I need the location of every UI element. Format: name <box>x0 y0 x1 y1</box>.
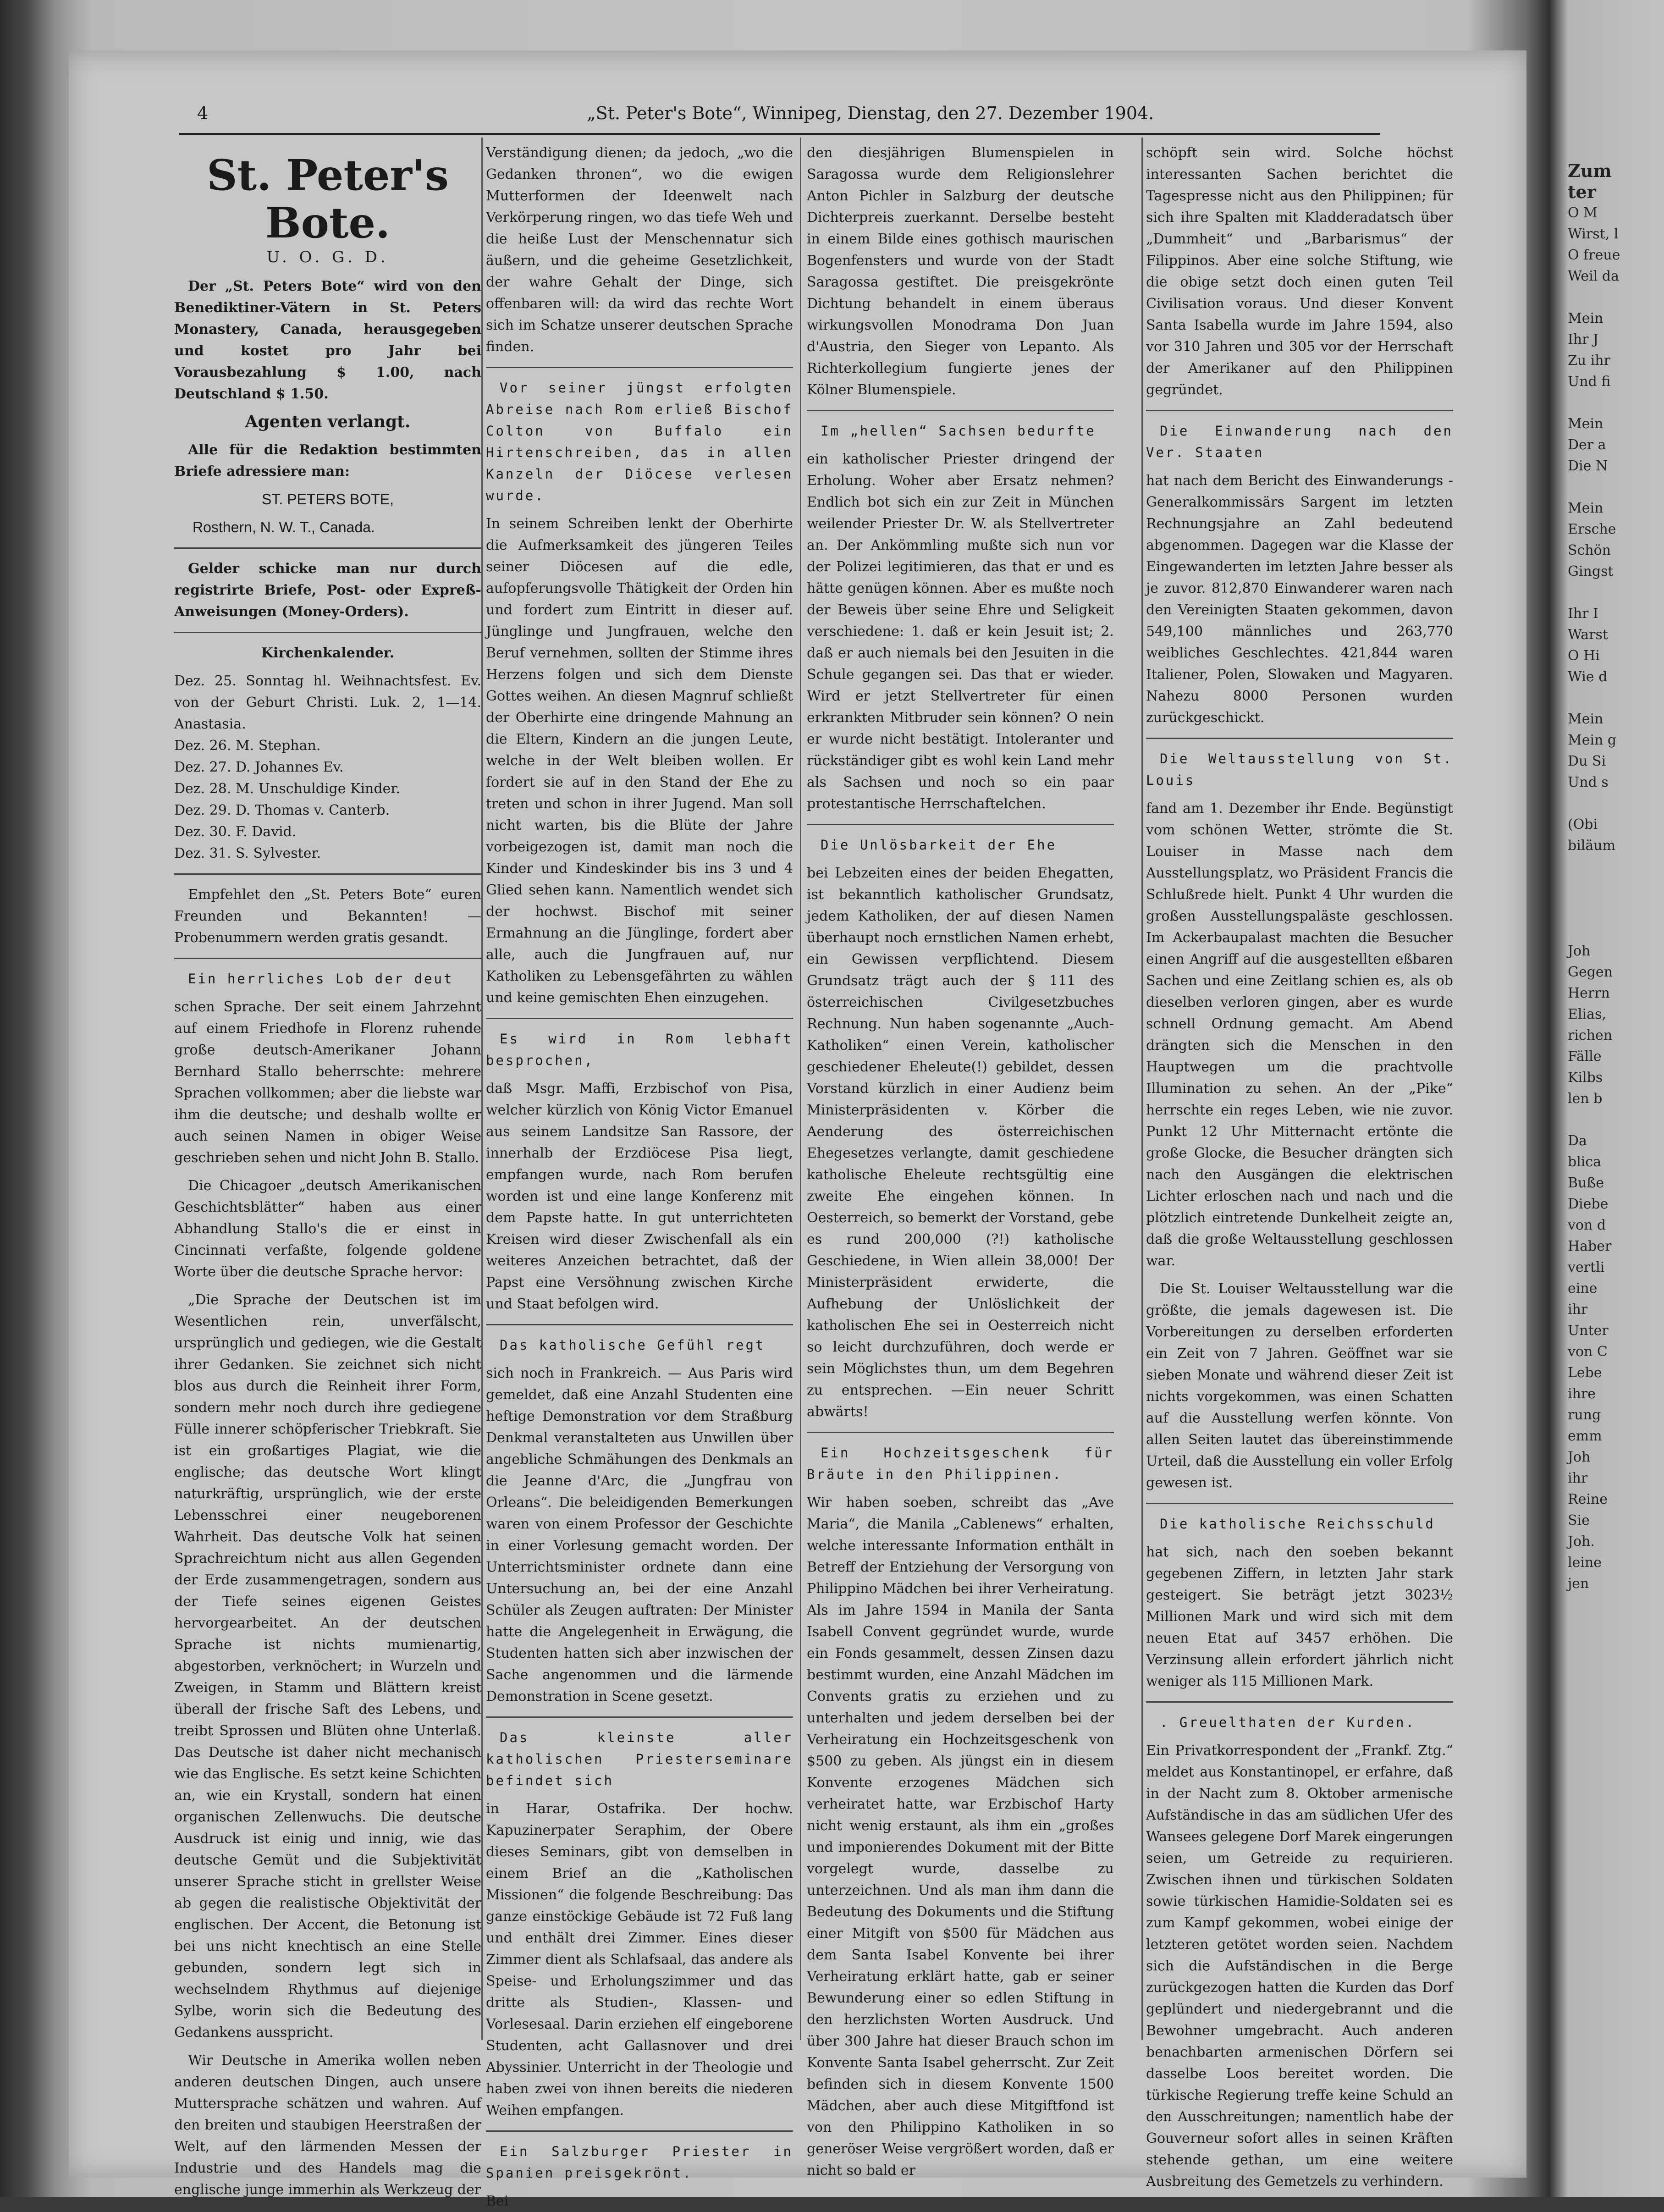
article-text: Bei <box>486 2193 509 2209</box>
article-heading: . Greuelthaten der Kurden. <box>1160 1715 1416 1730</box>
separator <box>174 958 481 959</box>
article-text: daß Msgr. Maffi, Erzbischof von Pisa, welcher kürzlich von König Victor Emanuel aus seinem Landsitze San Rassore, der innerhalb der Erzdiöcese Pisa liegt, empfangen wurde, nach Rom berufen worden ist und eine lange Konferenz mit dem Papste hatte. In gut unterrichteten Kreisen wird dieser Zwischenfall als ein weiteres Anzeichen betrachtet, daß der Papst eine Versöhnung zwischen Kirche und Staat befolgen wird. <box>486 1081 793 1312</box>
facing-line: rung <box>1568 1407 1601 1423</box>
facing-page-fragment <box>1568 115 1664 2132</box>
facing-line <box>1568 856 1664 877</box>
calendar-entry: Dez. 29. D. Thomas v. Canterb. <box>174 802 390 818</box>
facing-line: von d <box>1568 1217 1606 1233</box>
facing-line <box>1568 477 1664 498</box>
facing-line: ihr <box>1568 1470 1588 1486</box>
facing-line: (Obi <box>1568 816 1598 833</box>
facing-line <box>1568 392 1664 414</box>
facing-line: Mein <box>1568 500 1603 516</box>
article-heading: Vor seiner jüngst erfolgten Abreise nach Rom erließ Bischof Colton von Buffalo ein Hirtenschreiben, das in allen Kanzeln der Diöcese verlesen wurde. <box>486 380 793 503</box>
article-text: hat nach dem Bericht des Einwanderungs - Generalkommissärs Sargent im letzten Rechnungsjahre an Zahl bedeutend abgenommen. Dagegen war die Klasse der Eingewanderten im letzten Jahre besser als je zuvor. 812,870 Einwanderer waren nach den Vereinigten Staaten gekommen, davon 549,100 männliches und 263,770 weibliches Geschlechtes. 421,844 waren Italiener, Polen, Slowaken und Magyaren. Nahezu 8000 Personen wurden zurückgeschickt. <box>1146 473 1453 726</box>
facing-line: Du Si <box>1568 753 1606 769</box>
column-3 <box>807 142 1114 2179</box>
facing-line: Wirst, l <box>1568 226 1619 242</box>
calendar-entry: Dez. 30. F. David. <box>174 824 297 840</box>
facing-line: Unter <box>1568 1323 1609 1339</box>
article-heading: Das kleinste aller katholischen Priesterseminare befindet sich <box>486 1730 793 1788</box>
facing-line: len b <box>1568 1091 1603 1107</box>
article-heading: Das katholische Gefühl regt <box>500 1337 766 1353</box>
intro-text: Der „St. Peters Bote“ wird von den Benediktiner-Vätern in St. Peters Monastery, Canada, herausgegeben und kostet pro Jahr bei Vorausbezahlung $ 1.00, nach Deutschland $ 1.50. <box>174 278 481 402</box>
page-header <box>124 99 1398 131</box>
facing-line: Ihr I <box>1568 606 1598 622</box>
separator <box>1146 1701 1453 1703</box>
facing-line: Und s <box>1568 774 1609 790</box>
facing-line: Diebe <box>1568 1196 1609 1212</box>
article-text: Wir Deutsche in Amerika wollen neben anderen deutschen Dingen, auch unsere Muttersprache schätzen und wahren. Auf den breiten und staubigen Heerstraßen der Welt, auf den lärmenden Messen der Industrie und des Handels mag die englische junge immerhin als Werkzeug der <box>174 2052 481 2198</box>
article-text: In seinem Schreiben lenkt der Oberhirte die Aufmerksamkeit des jüngeren Teiles seiner Diöcesen auf die edle, aufopferungsvolle Thätigkeit der Orden hin und fordert zum Eintritt in dieser auf. Jünglinge und Jungfrauen, welche den Beruf vernehmen, sollten der Stimme ihres Herzens folgen und sich dem Dienste Gottes weihen. An diesen Magnruf schließt der Oberhirte eine dringende Mahnung an die Eltern, Kindern an die jungen Leute, welche in der Welt bleiben wollen. Er fordert sie auf in den Stand der Ehe zu treten und schon in ihrer Jugend. Man soll nicht warten, bis die Blüte der Jahre vorbeigezogen ist, damit man noch die Kinder und Kindeskinder bis ins 3 und 4 Glied sehen kann. Namentlich wendet sich der hochwst. Bischof mit seiner Ermahnung an die Jünglinge, fordert aber alle, auch die Jungfrauen auf, nur Katholiken zu Lebensgefährten zu wählen und keine gemischten Ehen einzugehen. <box>486 516 793 1006</box>
facing-heading: Zum <box>1568 160 1612 181</box>
facing-line: Mein g <box>1568 732 1617 748</box>
facing-line <box>1568 793 1664 814</box>
column-2 <box>486 142 793 2209</box>
calendar-entry: Dez. 26. M. Stephan. <box>174 738 321 754</box>
separator <box>486 367 793 368</box>
article-heading: Es wird in Rom lebhaft besprochen, <box>486 1031 793 1068</box>
facing-line: Mein <box>1568 310 1603 326</box>
header-rule <box>179 133 1380 135</box>
facing-line <box>1568 920 1664 941</box>
article-heading: Die katholische Reichsschuld <box>1160 1516 1435 1532</box>
address-line-1: ST. PETERS BOTE, <box>261 491 394 507</box>
separator <box>174 632 481 633</box>
masthead: St. Peter's Bote. <box>207 150 449 248</box>
calendar-entry: Dez. 25. Sonntag hl. Weihnachtsfest. Ev. von der Geburt Christi. Luk. 2, 1—14. Anastasia. <box>174 673 481 732</box>
article-text: sich noch in Frankreich. — Aus Paris wird gemeldet, daß eine Anzahl Studenten eine heftige Demonstration vor dem Straßburg Denkmal veranstalteten aus Unwillen über angebliche Schmähungen des Denkmals an die Jeanne d'Arc, die „Jungfrau von Orleans“. Die beleidigenden Bemerkungen waren von einem Professor der Geschichte in einer Vorlesung gemacht worden. Der Unterrichtsminister ordnete dann eine Untersuchung an, bei der eine Anzahl Schüler als Zeugen auftraten: Der Minister hatte die Angelegenheit in Erwägung, die Studenten hatten sich aber inzwischen der Sache angenommen und die lärmende Demonstration in Scene gesetzt. <box>486 1365 793 1705</box>
facing-line <box>1568 899 1664 920</box>
facing-line: vertli <box>1568 1259 1605 1275</box>
facing-line: Joh <box>1568 943 1591 959</box>
column-divider <box>1141 138 1143 2040</box>
article-text: bei Lebzeiten eines der beiden Ehegatten, ist bekanntlich katholischer Grundsatz, jedem Katholiken, der auf diesen Namen überhaupt noch ernstlichen Namen erhebt, ein Gewissen verpflichtend. Diesem Grundsatz trägt auch der § 111 des österreichischen Civilgesetzbuches Rechnung. Nun haben sogenannte „Auch-Katholiken“ einen Verein, katholischer geschiedener Eheleute(!) gebildet, dessen Vorstand kürzlich in einer Audienz beim Ministerpräsidenten v. Körber die Aenderung des österreichischen Ehegesetzes verlangte, damit geschiedene katholische Eheleute rechtsgültig eine zweite Ehe eingehen können. In Oesterreich, so bemerkt der Vorstand, gebe es rund 200,000 (?!) katholische Geschiedene, in Wien allein 38,000! Der Ministerpräsident erwiderte, die Aufhebung der Unlöslichkeit der katholischen Ehe sei in Oesterreich nicht so leicht durchzuführen, doch werde er sein Möglichstes thun, um dem Begehren zu entsprechen. —Ein neuer Schritt abwärts! <box>807 865 1114 1420</box>
article-text: schen Sprache. Der seit einem Jahrzehnt auf einem Friedhofe in Florenz ruhende große deutsch-Amerikaner Johann Bernhard Stallo beherrschte: mehrere Sprachen vollkommen; aber die liebste war ihm die deutsche; und deshalb wollte er auch seinen Namen in obiger Weise geschrieben sehen und nicht John B. Stallo. <box>174 999 481 1166</box>
facing-line: Gegen <box>1568 964 1613 980</box>
separator <box>174 547 481 549</box>
article-heading: Ein Hochzeitsgeschenk für Bräute in den Philippinen. <box>807 1445 1114 1482</box>
separator <box>486 1716 793 1718</box>
facing-line: Reine <box>1568 1491 1608 1507</box>
facing-line <box>1568 688 1664 709</box>
facing-line: Ersche <box>1568 521 1616 537</box>
separator <box>807 1432 1114 1433</box>
article-text: Verständigung dienen; da jedoch, „wo die Gedanken thronen“, wo die ewigen Mutterformen der Ideenwelt nach Verkörperung ringen, wo das tiefe Weh und die heiße Lust der Menschennatur sich äußern, und die geheime Gesetzlichkeit, der wahre Gehalt der Dinge, sich offenbaren will: da wird das rechte Wort sich im Schatze unserer deutschen Sprache finden. <box>486 145 793 355</box>
calendar-entry: Dez. 27. D. Johannes Ev. <box>174 759 344 775</box>
article-heading: Ein Salzburger Priester in Spanien preisgekrönt. <box>486 2144 793 2181</box>
article-heading: Die Unlösbarkeit der Ehe <box>821 837 1057 853</box>
facing-line: O freue <box>1568 247 1620 263</box>
article-text: „Die Sprache der Deutschen ist im Wesentlichen rein, unverfälscht, ursprünglich und gediegen, wie die Gestalt ihrer Gedanken. Sie zeichnet sich nicht blos aus durch die Reinheit ihrer Form, sondern mehr noch durch ihre gediegene Fülle innerer schöpferischer Triebkraft. Sie ist ein großartiges Plagiat, wie die englische; das deutsche Wort klingt naturkräftig, ursprünglich, wie der erste Lebensschrei einer neugeborenen Wahrheit. Das deutsche Volk hat seinen Sprachreichtum nicht aus allen Gegenden der Erde zusammengetragen, sondern aus der Tiefe seines eigenen Geistes hervorgearbeitet. An der deutschen Sprache ist nichts mumienartig, abgestorben, verknöchert; in Wurzeln und Zweigen, in Stamm und Blättern kreist überall der frische Saft des Lebens, und treibt Sprossen und Blüten ohne Unterlaß. Das Deutsche ist daher nicht mechanisch wie das Englische. Es setzt keine Schichten an, wie ein Krystall, sondern hat einen organischen Zellenwuchs. Die deutsche Ausdruck ist einig und innig, wie das deutsche Gemüt und die Subjektivität unserer Sprache sticht in grellster Weise ab gegen die realistische Objektivität der englischen. Der Accent, die Betonung ist bei uns nicht knechtisch an eine Stelle gebunden, sondern legt sich in wechselndem Rhythmus auf diejenige Sylbe, worin sich die Bedeutung des Gedankens ausspricht. <box>174 1292 481 2041</box>
article-heading: Die Weltausstellung von St. Louis <box>1146 751 1453 788</box>
column-divider <box>481 138 483 2040</box>
header-title: „St. Peter's Bote“, Winnipeg, Dienstag, den 27. Dezember 1904. <box>587 103 1154 123</box>
facing-line <box>1568 287 1664 308</box>
agents-wanted: Agenten verlangt. <box>245 412 411 431</box>
separator <box>486 1018 793 1019</box>
facing-line: Ihr J <box>1568 331 1599 348</box>
facing-line: Schön <box>1568 542 1611 558</box>
facing-line <box>1568 877 1664 899</box>
page-number: 4 <box>197 103 209 123</box>
calendar-entry: Dez. 31. S. Sylvester. <box>174 845 321 861</box>
separator <box>174 873 481 875</box>
letters-text: Alle für die Redaktion bestimmten Briefe adressiere man: <box>174 442 481 480</box>
facing-line: Der a <box>1568 437 1606 453</box>
facing-line: Wie d <box>1568 669 1608 685</box>
address-line-2: Rosthern, N. W. T., Canada. <box>193 519 375 535</box>
facing-line: Da <box>1568 1133 1587 1149</box>
separator <box>807 410 1114 411</box>
facing-line: Joh <box>1568 1449 1591 1465</box>
facing-line: jen <box>1568 1576 1589 1592</box>
facing-line: O M <box>1568 205 1598 221</box>
masthead-sub: U. O. G. D. <box>266 248 389 266</box>
facing-line: Sie <box>1568 1512 1590 1528</box>
facing-line: Haber <box>1568 1238 1612 1254</box>
separator <box>1146 738 1453 739</box>
article-text: fand am 1. Dezember ihr Ende. Begünstigt vom schönen Wetter, strömte die St. Louiser in Masse nach dem Ausstellungsplatz, wo Präsident Francis die Schlußrede hielt. Punkt 4 Uhr wurden die großen Ausstellungspaläste geschlossen. Im Ackerbaupalast machten die Besucher einen Angriff auf die ausgestellten eßbaren Sachen und eine Zeitlang schien es, als ob dieselben verloren gingen, aber es wurde schnell Ordnung gemacht. Am Abend drängten sich die Menschen in den Hauptwegen um die prachtvolle Illumination zu sehen. An der „Pike“ herrschte ein reges Leben, wie nie zuvor. Punkt 12 Uhr Mitternacht ertönte die große Glocke, die Besucher drängten sich nach den Ausgängen die elektrischen Lichter erloschen nach und nach und die plötzlich eintretende Dunkelheit zeigte an, daß die große Weltausstellung geschlossen war. <box>1146 800 1453 1269</box>
money-text: Gelder schicke man nur durch registrirte Briefe, Post- oder Expreß-Anweisungen (Money-Orders). <box>174 561 481 620</box>
calendar-entry: Dez. 28. M. Unschuldige Kinder. <box>174 781 400 797</box>
article-text: schöpft sein wird. Solche höchst interessanten Sachen berichtet die Tagespresse nicht aus den Philippinen; für sich ihre Spalten mit Kladderadatsch über „Dummheit“ und „Barbarismus“ der Filippinos. Aber eine solche Stiftung, wie die obige setzt doch einen guten Teil Civilisation voraus. Und dieser Konvent Santa Isabella wurde im Jahre 1594, also vor 310 Jahren und 305 vor der Herrschaft der Amerikaner auf den Philippinen gegründet. <box>1146 145 1453 398</box>
facing-line: richen <box>1568 1027 1613 1043</box>
facing-lines <box>1568 203 1664 1594</box>
facing-line: Fälle <box>1568 1048 1602 1065</box>
separator <box>486 1324 793 1325</box>
article-text: hat sich, nach den soeben bekannt gegebenen Ziffern, in letzten Jahr stark gesteigert. Sie beträgt jetzt 3023½ Millionen Mark und wird sich mit dem neuen Etat auf 3457 erhöhen. Die Verzinsung allein erfordert jährlich nicht weniger als 115 Millionen Mark. <box>1146 1544 1453 1689</box>
article-text: Die St. Louiser Weltausstellung war die größte, die jemals dagewesen ist. Die Vorbereitungen zu derselben erforderten ein Zeit von 7 Jahren. Geöffnet war sie sieben Monate und während dieser Zeit ist nichts vorgekommen, was einen Schatten auf die Ausstellung werfen könnte. Von allen Seiten lautet das übereinstimmende Urteil, daß die Ausstellung ein voller Erfolg gewesen ist. <box>1146 1281 1453 1491</box>
column-1 <box>174 142 481 2198</box>
facing-line: Die N <box>1568 458 1608 474</box>
separator <box>1146 410 1453 411</box>
facing-line: Warst <box>1568 627 1608 643</box>
article-heading: Ein herrliches Lob der deut <box>188 971 454 987</box>
facing-line: von C <box>1568 1344 1608 1360</box>
article-text: in Harar, Ostafrika. Der hochw. Kapuzinerpater Seraphim, der Obere dieses Seminars, gibt von demselben in einem Brief an die „Katholischen Missionen“ die folgende Beschreibung: Das ganze einstöckige Gebäude ist 72 Fuß lang und enthält drei Zimmer. Eines dieser Zimmer dient als Schlafsaal, das andere als Speise- und Erholungszimmer und das dritte als Studien-, Klassen- und Vorlesesaal. Darin erziehen elf eingeborene Studenten, acht Gallasnover und drei Abyssinier. Unterricht in der Theologie und haben zwei von ihnen bereits die niederen Weihen empfangen. <box>486 1801 793 2118</box>
column-divider <box>800 138 801 2040</box>
article-heading: Die Einwanderung nach den Ver. Staaten <box>1146 423 1453 460</box>
article-text: Die Chicagoer „deutsch Amerikanischen Geschichtsblätter“ haben aus einer Abhandlung Stallo's die er einst in Cincinnati verfaßte, folgende goldene Worte über die deutsche Sprache hervor: <box>174 1178 481 1280</box>
article-heading: Im „hellen“ Sachsen bedurfte <box>821 423 1096 439</box>
article-text: ein katholischer Priester dringend der Erholung. Woher aber Ersatz nehmen? Endlich bot sich ein zur Zeit in München weilender Priester Dr. W. als Stellvertreter an. Der Ankömmling mußte sich nun vor der Polizei legitimieren, das that er und es hätte genügen können. Aber es mußte noch der Beweis über seine Ehre und Seligkeit verschiedene: 1. daß er kein Jesuit ist; 2. daß er auch niemals bei den Jesuiten in die Schule gegangen sei. Das that er wieder. Wird er jetzt Stellvertreter für einen erkrankten Mitbruder sein können? O nein er wurde nicht bestätigt. Intoleranter und rückständiger gibt es wohl kein Land mehr als Sachsen und noch so ein paar protestantische Herrschaftelchen. <box>807 451 1114 812</box>
facing-heading: ter <box>1568 182 1596 202</box>
facing-line: Kilbs <box>1568 1070 1603 1086</box>
column-4 <box>1146 142 1453 2190</box>
separator <box>807 824 1114 825</box>
facing-line: Mein <box>1568 416 1603 432</box>
calendar-title: Kirchenkalender. <box>261 645 395 661</box>
article-text: Wir haben soeben, schreibt das „Ave Maria“, die Manila „Cablenews“ erhalten, welche interessante Information enthält in Betreff der Entziehung der Versorgung von Philippino Mädchen bei ihrer Verheiratung. Als im Jahre 1594 in Manila der Santa Isabell Convent gegründet wurde, wurde ein Fonds gesammelt, dessen Zinsen dazu bestimmt wurden, eine Anzahl Mädchen im Convents gratis zu erziehen und zu unterhalten und jedem derselben bei der Verheiratung ein Hochzeitsgeschenk von $500 zu geben. Als jüngst ein in diesem Konvente erzogenes Mädchen sich verheiratet hatte, war Erzbischof Harty nicht wenig erstaunt, als ihm ein „großes und imponierendes Dokument mit der Bitte vorgelegt wurde, dasselbe zu unterzeichnen. Und als man ihm dann die Bedeutung des Dokuments und die Stiftung einer Mitgift von $500 für Mädchen aus dem Santa Isabel Konvente bei ihrer Verheiratung erklärt hatte, gab er seiner Bewunderung einer so edlen Stiftung in den herzlichsten Worten Ausdruck. Und über 300 Jahre hat dieser Brauch schon im Konvente Santa Isabel geherrscht. Zur Zeit befinden sich in diesem Konvente 1500 Mädchen, aber auch diese Mitgiftfond ist von den Philippino Katholiken in so generöser Weise vergrößert worden, daß er nicht so bald er <box>807 1495 1114 2179</box>
separator <box>486 2130 793 2132</box>
facing-line <box>1568 582 1664 603</box>
separator <box>1146 1503 1453 1504</box>
facing-line: emm <box>1568 1428 1602 1444</box>
facing-line <box>1568 1109 1664 1131</box>
facing-line: Joh. <box>1568 1534 1595 1550</box>
facing-line: O Hi <box>1568 648 1600 664</box>
article-text: den diesjährigen Blumenspielen in Saragossa wurde dem Religionslehrer Anton Pichler in Salzburg der deutsche Dichterpreis zuerkannt. Derselbe besteht in einem Bilde eines gothisch maurischen Bogenfensters und wurde von der Stadt Saragossa gestiftet. Die preisgekrönte Dichtung behandelt in einem überaus wirkungsvollen Monodrama Don Juan d'Austria, den Sieger von Lepanto. Als Richterkollegium fungierte jenes der Kölner Blumenspiele. <box>807 145 1114 398</box>
facing-line: Gingst <box>1568 563 1614 579</box>
facing-line: ihre <box>1568 1386 1596 1402</box>
facing-line: Lebe <box>1568 1365 1602 1381</box>
facing-line: eine <box>1568 1280 1598 1296</box>
facing-line: ihr <box>1568 1302 1588 1318</box>
facing-line: biläum <box>1568 838 1616 854</box>
facing-line: Elias, <box>1568 1006 1606 1022</box>
article-text: Ein Privatkorrespondent der „Frankf. Ztg.“ meldet aus Konstantinopel, er erfahre, daß in der Nacht zum 8. Oktober armenische Aufständische in das am südlichen Ufer des Wansees gelegene Dorf Marek eingerungen seien, um Getreide zu requirieren. Zwischen ihnen und türkischen Soldaten sowie türkischen Hamidie-Soldaten sei es zum Kampf gekommen, wobei einige der letzteren getötet worden seien. Nachdem sich die Aufständischen in die Berge zurückgezogen hatten die Kurden das Dorf geplündert und niedergebrannt und die Bewohner umgebracht. Auch anderen benachbarten armenischen Dörfern sei dasselbe Loos bereitet worden. Die türkische Regierung treffe keine Schuld an den Ausschreitungen; namentlich habe der Gouverneur sofort alles in seinen Kräften stehende gethan, um eine weitere Ausbreitung des Gemetzels zu verhindern. <box>1146 1743 1453 2190</box>
facing-line: Zu ihr <box>1568 353 1610 369</box>
facing-line: Herrn <box>1568 985 1610 1001</box>
facing-line: Und fi <box>1568 374 1611 390</box>
calendar-list <box>174 670 481 864</box>
facing-line: Weil da <box>1568 268 1619 284</box>
facing-line: blica <box>1568 1154 1602 1170</box>
facing-line: leine <box>1568 1555 1602 1571</box>
facing-line: Mein <box>1568 711 1603 727</box>
recommend-text: Empfehlet den „St. Peters Bote“ euren Freunden und Bekannten! — Probenummern werden gratis gesandt. <box>174 887 481 946</box>
facing-line: Buße <box>1568 1175 1604 1191</box>
